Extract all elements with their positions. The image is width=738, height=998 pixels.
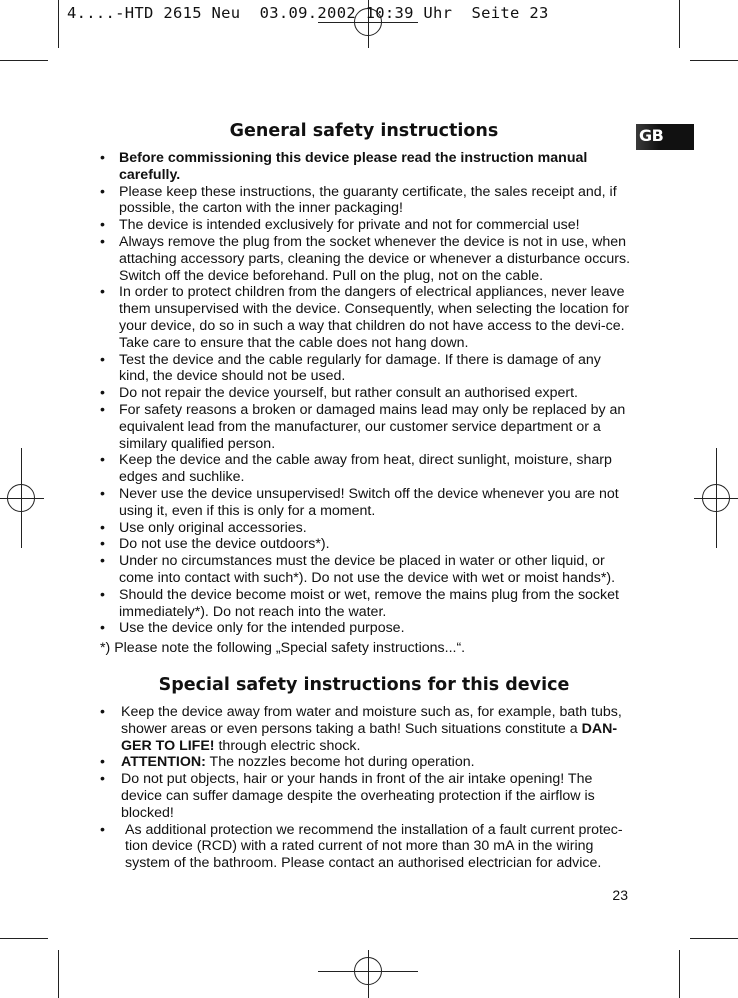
printer-slug: 4....-HTD 2615 Neu 03.09.2002 10:39 Uhr Seite 23 (67, 4, 549, 22)
list-item: • Should the device become moist or wet, remove the mains plug from the socket immediately*). Do not reach into the water. (100, 587, 634, 621)
attention-label: ATTENTION: (121, 754, 206, 771)
page-number: 23 (612, 887, 628, 903)
crop-mark-top-right-v (679, 0, 680, 48)
list-item: • Keep the device and the cable away from heat, direct sunlight, moisture, sharp edges and suchlike. (100, 452, 634, 486)
crop-mark-top-left-v (58, 0, 59, 48)
list-item: • Test the device and the cable regularly for damage. If there is damage of any kind, the device should not be used. (100, 352, 634, 386)
footnote: *) Please note the following „Special safety instructions...“. (100, 640, 466, 656)
language-tab-label: GB (639, 126, 664, 145)
list-item: • For safety reasons a broken or damaged mains lead may only be replaced by an equivalent lead from the manufacturer, our customer service department or a similary qualified person. (100, 402, 634, 452)
danger-warning: DAN-GER TO LIFE! (121, 720, 618, 754)
list-item: • Keep the device away from water and moisture such as, for example, bath tubs, shower areas or even persons taking a bath! Such situations constitute a DAN-GER TO LIFE! through electric shock. (100, 704, 634, 754)
list-item: • Please keep these instructions, the guaranty certificate, the sales receipt and, if possible, the carton with the inner packaging! (100, 184, 634, 218)
list-item: • In order to protect children from the dangers of electrical appliances, never leave them unsupervised with the device. Consequently, when selecting the location for your device, do so in such a way that children do not have access to the devi-ce. Take care to ensure that the cable does not hang down. (100, 284, 634, 351)
list-item: • Under no circumstances must the device be placed in water or other liquid, or come into contact with such*). Do not use the device with wet or moist hands*). (100, 553, 634, 587)
crop-mark-bottom-right-h (690, 938, 738, 939)
crop-mark-top-right-h (690, 60, 738, 61)
language-tab (636, 124, 694, 150)
crop-mark-bottom-right-v (679, 950, 680, 998)
list-item: • Do not use the device outdoors*). (100, 536, 634, 553)
list-item: • Always remove the plug from the socket whenever the device is not in use, when attaching accessory parts, cleaning the device or whenever a disturbance occurs. Switch off the device beforehand. Pull on the plug, not on the cable. (100, 234, 634, 284)
list-item: • Use the device only for the intended purpose. (100, 620, 634, 637)
crop-mark-top-left-h (0, 60, 48, 61)
list-item: • As additional protection we recommend the installation of a fault current protec-tion device (RCD) with a rated current of not more than 30 mA in the wiring system of the bathroom. Please contact an authorised electrician for advice. (100, 822, 634, 872)
general-safety-list (100, 150, 634, 637)
list-item: • Use only original accessories. (100, 520, 634, 537)
list-item: • Do not repair the device yourself, but rather consult an authorised expert. (100, 385, 634, 402)
special-safety-list (100, 704, 634, 872)
list-item: • Do not put objects, hair or your hands in front of the air intake opening! The device can suffer damage despite the overheating protection if the airflow is blocked! (100, 771, 634, 821)
list-item: • The device is intended exclusively for private and not for commercial use! (100, 217, 634, 234)
special-safety-title: Special safety instructions for this device (158, 675, 570, 695)
list-item: • ATTENTION: The nozzles become hot during operation. (100, 754, 634, 771)
general-safety-title: General safety instructions (229, 121, 499, 141)
list-item: • Never use the device unsupervised! Switch off the device whenever you are not using it, even if this is only for a moment. (100, 486, 634, 520)
list-item: • Before commissioning this device please read the instruction manual carefully. (100, 150, 634, 184)
crop-mark-bottom-left-v (58, 950, 59, 998)
crop-mark-bottom-left-h (0, 938, 48, 939)
